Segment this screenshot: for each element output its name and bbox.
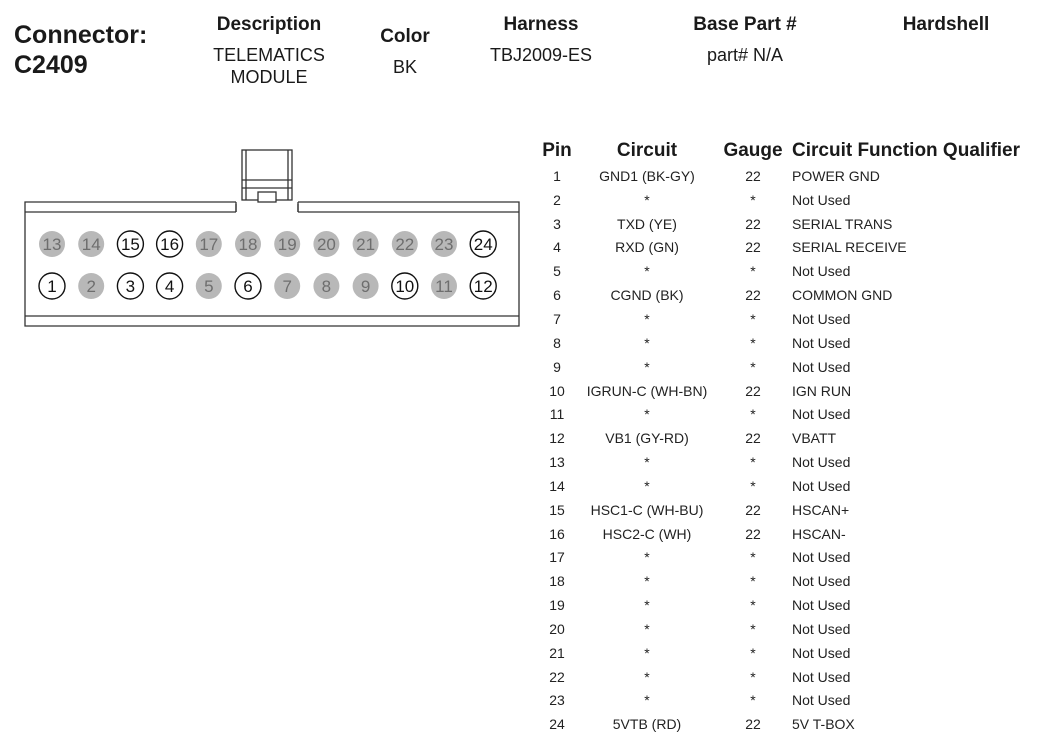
pin-2 [78, 273, 104, 299]
header-pin: Pin [542, 140, 572, 161]
function-cell: Not Used [792, 620, 851, 637]
pin-number: 23 [434, 235, 454, 254]
pin-15 [117, 231, 143, 257]
circuit-cell: * [644, 549, 650, 566]
pin-cell: 16 [549, 525, 565, 542]
function-cell: Not Used [792, 334, 851, 351]
pin-number: 12 [473, 277, 493, 296]
function-cell: POWER GND [792, 167, 880, 184]
pin-cell: 1 [553, 167, 561, 184]
gauge-cell: 22 [745, 501, 761, 518]
base-part-header: Base Part # [693, 14, 797, 35]
circuit-cell: * [644, 334, 650, 351]
circuit-cell: HSC1-C (WH-BU) [590, 501, 704, 518]
pin-number: 2 [86, 277, 96, 296]
table-row [536, 307, 1048, 331]
circuit-cell: * [644, 668, 650, 685]
connector-id: C2409 [14, 51, 88, 79]
pin-18 [235, 231, 261, 257]
function-cell: Not Used [792, 573, 851, 590]
gauge-cell: * [750, 549, 756, 566]
pin-number: 20 [316, 235, 336, 254]
gauge-cell: 22 [745, 239, 761, 256]
circuit-cell: GND1 (BK-GY) [599, 167, 695, 184]
pin-cell: 9 [553, 358, 561, 375]
pin-number: 11 [435, 277, 453, 296]
table-row [536, 355, 1048, 379]
gauge-cell: * [750, 191, 756, 208]
table-row [536, 259, 1048, 283]
pin-14 [78, 231, 104, 257]
function-cell: Not Used [792, 358, 851, 375]
circuit-cell: TXD (YE) [617, 215, 677, 232]
gauge-cell: * [750, 644, 756, 661]
pin-number: 22 [395, 235, 415, 254]
circuit-cell: HSC2-C (WH) [602, 525, 692, 542]
gauge-cell: * [750, 310, 756, 327]
table-row [536, 498, 1048, 522]
harness-value: TBJ2009-ES [489, 45, 593, 65]
circuit-cell: * [644, 310, 650, 327]
table-row [536, 712, 1048, 736]
function-cell: Not Used [792, 406, 851, 423]
gauge-cell: * [750, 692, 756, 709]
description-line2: MODULE [230, 67, 308, 87]
pin-cell: 4 [553, 239, 561, 256]
pin-number: 3 [125, 277, 136, 296]
circuit-cell: * [644, 644, 650, 661]
table-row [536, 450, 1048, 474]
harness-header: Harness [503, 14, 579, 35]
circuit-cell: 5VTB (RD) [612, 716, 682, 733]
pin-number: 5 [204, 277, 214, 296]
gauge-cell: * [750, 477, 756, 494]
pin-number: 8 [321, 277, 332, 296]
pin-cell: 19 [549, 597, 565, 614]
table-row [536, 474, 1048, 498]
pin-19 [274, 231, 300, 257]
function-cell: Not Used [792, 549, 851, 566]
circuit-cell: * [644, 406, 650, 423]
gauge-cell: 22 [745, 215, 761, 232]
pin-16 [157, 231, 183, 257]
function-cell: Not Used [792, 644, 851, 661]
gauge-cell: * [750, 406, 756, 423]
table-row [536, 236, 1048, 260]
circuit-cell: VB1 (GY-RD) [605, 430, 689, 447]
gauge-cell: * [750, 358, 756, 375]
table-row [536, 617, 1048, 641]
function-cell: Not Used [792, 668, 851, 685]
pin-11 [431, 273, 457, 299]
pin-cell: 18 [549, 573, 565, 590]
hardshell-header: Hardshell [902, 14, 990, 35]
gauge-cell: * [750, 263, 756, 280]
description-header: Description [216, 14, 322, 35]
table-row [536, 593, 1048, 617]
pin-9 [353, 273, 379, 299]
pin-13 [39, 231, 65, 257]
gauge-cell: 22 [745, 430, 761, 447]
table-row [536, 522, 1048, 546]
table-row [536, 689, 1048, 713]
function-cell: COMMON GND [792, 287, 893, 304]
gauge-cell: * [750, 597, 756, 614]
pin-cell: 23 [549, 692, 565, 709]
pin-number: 13 [42, 235, 62, 254]
gauge-cell: 22 [745, 382, 761, 399]
function-cell: HSCAN+ [792, 501, 850, 518]
pin-number: 18 [238, 235, 258, 254]
pin-21 [353, 231, 379, 257]
function-cell: HSCAN- [792, 525, 846, 542]
function-cell: Not Used [792, 454, 851, 471]
pin-row-bottom [39, 273, 496, 299]
pin-number: 21 [356, 235, 376, 254]
gauge-cell: * [750, 334, 756, 351]
gauge-cell: 22 [745, 716, 761, 733]
pin-6 [235, 273, 261, 299]
pin-number: 1 [47, 277, 57, 296]
pin-12 [470, 273, 496, 299]
connector-latch [236, 150, 298, 212]
base-part-value: part# N/A [706, 45, 784, 65]
function-cell: Not Used [792, 692, 851, 709]
pin-row-top [39, 231, 496, 257]
pin-7 [274, 273, 300, 299]
pin-4 [157, 273, 183, 299]
pin-cell: 10 [549, 382, 565, 399]
pin-cell: 8 [553, 334, 561, 351]
connector-label-line1: Connector: [14, 21, 148, 49]
pin-number: 4 [164, 277, 175, 296]
pin-cell: 3 [553, 215, 561, 232]
function-cell: Not Used [792, 191, 851, 208]
pin-5 [196, 273, 222, 299]
circuit-cell: * [644, 620, 650, 637]
function-cell: Not Used [792, 263, 851, 280]
pin-number: 14 [81, 235, 101, 254]
gauge-cell: 22 [745, 287, 761, 304]
header-circuit: Circuit [616, 140, 678, 161]
color-header: Color [380, 26, 430, 47]
table-row [536, 164, 1048, 188]
pin-cell: 6 [553, 287, 561, 304]
pin-number: 17 [199, 235, 219, 254]
function-cell: Not Used [792, 477, 851, 494]
pin-cell: 2 [553, 191, 561, 208]
circuit-cell: CGND (BK) [610, 287, 684, 304]
pin-cell: 22 [549, 668, 565, 685]
circuit-cell: * [644, 477, 650, 494]
header-function: Circuit Function Qualifier [792, 140, 1021, 161]
function-cell: IGN RUN [792, 382, 852, 399]
color-value: BK [392, 57, 417, 77]
function-cell: VBATT [792, 430, 837, 447]
table-row [536, 546, 1048, 570]
table-row [536, 212, 1048, 236]
pin-1 [39, 273, 65, 299]
table-row [536, 331, 1048, 355]
pin-3 [117, 273, 143, 299]
pin-cell: 15 [549, 501, 565, 518]
gauge-cell: * [750, 573, 756, 590]
pin-number: 9 [360, 277, 371, 296]
pin-20 [313, 231, 339, 257]
pin-cell: 5 [553, 263, 561, 280]
gauge-cell: * [750, 668, 756, 685]
circuit-cell: * [644, 454, 650, 471]
table-row [536, 188, 1048, 212]
connector-diagram [24, 148, 520, 330]
header-gauge: Gauge [723, 140, 783, 161]
pin-number: 6 [243, 277, 253, 296]
gauge-cell: * [750, 620, 756, 637]
table-row [536, 379, 1048, 403]
pin-number: 16 [160, 235, 180, 254]
function-cell: Not Used [792, 310, 851, 327]
function-cell: Not Used [792, 597, 851, 614]
gauge-cell: * [750, 454, 756, 471]
circuit-cell: * [644, 692, 650, 709]
table-row [536, 283, 1048, 307]
pin-23 [431, 231, 457, 257]
circuit-cell: * [644, 263, 650, 280]
function-cell: SERIAL RECEIVE [792, 239, 907, 256]
pin-cell: 21 [549, 644, 565, 661]
pin-cell: 12 [549, 430, 565, 447]
function-cell: 5V T-BOX [792, 716, 855, 733]
pin-cell: 20 [549, 620, 565, 637]
connector-label [14, 20, 147, 80]
table-row [536, 665, 1048, 689]
table-row [536, 402, 1048, 426]
pin-cell: 17 [549, 549, 565, 566]
pin-number: 24 [473, 235, 493, 254]
description-line1: TELEMATICS [213, 45, 325, 65]
circuit-cell: * [644, 573, 650, 590]
pin-cell: 13 [549, 454, 565, 471]
circuit-cell: RXD (GN) [615, 239, 679, 256]
table-row [536, 569, 1048, 593]
pin-number: 7 [282, 277, 292, 296]
circuit-cell: IGRUN-C (WH-BN) [586, 382, 708, 399]
pin-number: 10 [395, 277, 415, 296]
pin-cell: 14 [549, 477, 565, 494]
description-value [193, 44, 345, 88]
gauge-cell: 22 [745, 167, 761, 184]
table-header-row [536, 138, 1048, 164]
pin-24 [470, 231, 496, 257]
pin-10 [392, 273, 418, 299]
circuit-cell: * [644, 597, 650, 614]
pin-17 [196, 231, 222, 257]
table-row [536, 426, 1048, 450]
pin-22 [392, 231, 418, 257]
table-row [536, 641, 1048, 665]
pin-cell: 7 [553, 310, 561, 327]
connector-body [25, 202, 519, 326]
gauge-cell: 22 [745, 525, 761, 542]
circuit-cell: * [644, 358, 650, 375]
pin-number: 15 [120, 235, 140, 254]
pin-cell: 24 [549, 716, 565, 733]
pin-8 [313, 273, 339, 299]
pin-table [536, 138, 1048, 736]
pin-cell: 11 [549, 406, 565, 423]
pin-number: 19 [277, 235, 297, 254]
circuit-cell: * [644, 191, 650, 208]
function-cell: SERIAL TRANS [792, 215, 893, 232]
